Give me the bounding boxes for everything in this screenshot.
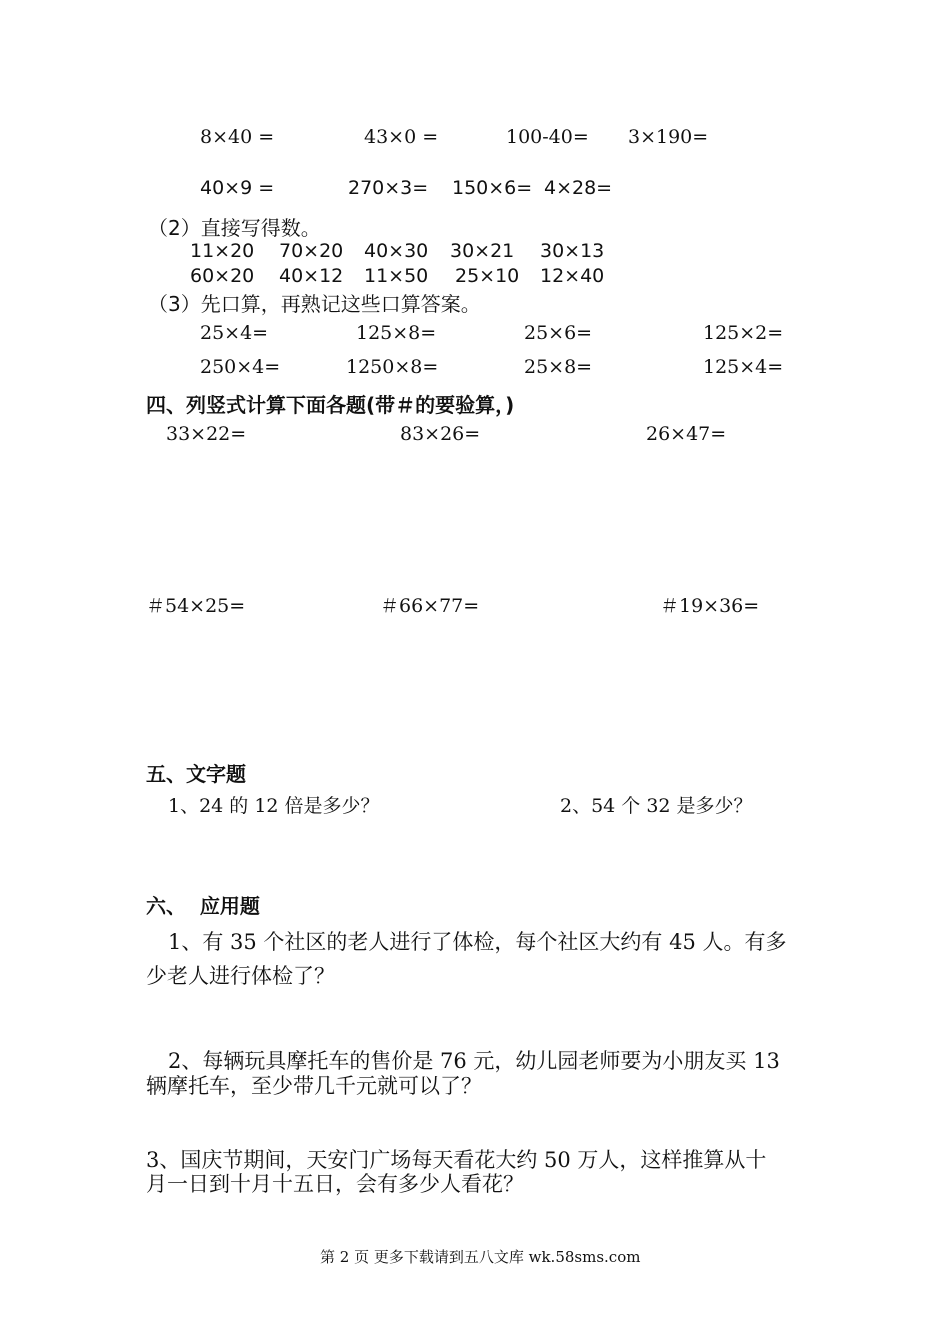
oral-calc-3: 100-40=: [506, 126, 589, 148]
part2-heading: （2）直接写得数。: [148, 216, 321, 240]
mental-calc: 25×6=: [524, 322, 593, 344]
direct-calc: 30×13: [540, 240, 605, 262]
mental-calc: 125×8=: [356, 322, 437, 344]
vertical-calc-verify: ＃54×25=: [146, 595, 246, 617]
app-problem-3-line2: 月一日到十月十五日，会有多少人看花？: [146, 1172, 524, 1196]
direct-calc: 12×40: [540, 265, 605, 287]
direct-calc: 30×21: [450, 240, 515, 262]
oral-calc-4: 3×190=: [628, 126, 709, 148]
page-footer: 第 2 页 更多下载请到五八文库 wk.58sms.com: [320, 1248, 641, 1266]
app-problem-3-line1: 3、国庆节期间，天安门广场每天看花大约 50 万人，这样推算从十: [146, 1148, 767, 1172]
direct-calc: 70×20: [279, 240, 344, 262]
mental-calc: 25×8=: [524, 356, 593, 378]
direct-calc: 25×10: [455, 265, 520, 287]
vertical-calc: 33×22=: [166, 423, 247, 445]
part3-heading: （3）先口算，再熟记这些口算答案。: [148, 292, 481, 316]
oral-calc-1: 8×40 =: [200, 126, 275, 148]
direct-calc: 40×12: [279, 265, 344, 287]
mental-calc: 125×4=: [703, 356, 784, 378]
section6-heading: 六、 应用题: [146, 894, 260, 918]
app-problem-1-line2: 少老人进行体检了？: [146, 964, 335, 988]
vertical-calc: 83×26=: [400, 423, 481, 445]
oral-calc-7: 150×6=: [452, 177, 533, 199]
mental-calc: 25×4=: [200, 322, 269, 344]
direct-calc: 11×20: [190, 240, 255, 262]
vertical-calc-verify: ＃66×77=: [380, 595, 480, 617]
app-problem-2-line2: 辆摩托车，至少带几千元就可以了？: [146, 1074, 482, 1098]
vertical-calc: 26×47=: [646, 423, 727, 445]
mental-calc: 125×2=: [703, 322, 784, 344]
oral-calc-2: 43×0 =: [364, 126, 439, 148]
vertical-calc-verify: ＃19×36=: [660, 595, 760, 617]
word-problem-1: 1、24 的 12 倍是多少？: [168, 795, 380, 817]
mental-calc: 1250×8=: [346, 356, 439, 378]
app-problem-1-line1: 1、有 35 个社区的老人进行了体检，每个社区大约有 45 人。有多: [168, 930, 787, 954]
oral-calc-8: 4×28=: [544, 177, 613, 199]
section5-heading: 五、文字题: [146, 762, 246, 786]
direct-calc: 11×50: [364, 265, 429, 287]
oral-calc-6: 270×3=: [348, 177, 429, 199]
direct-calc: 40×30: [364, 240, 429, 262]
section4-heading: 四、列竖式计算下面各题(带＃的要验算，): [146, 393, 515, 417]
word-problem-2: 2、54 个 32 是多少？: [560, 795, 753, 817]
direct-calc: 60×20: [190, 265, 255, 287]
mental-calc: 250×4=: [200, 356, 281, 378]
app-problem-2-line1: 2、每辆玩具摩托车的售价是 76 元，幼儿园老师要为小朋友买 13: [168, 1049, 780, 1073]
oral-calc-5: 40×9 =: [200, 177, 275, 199]
